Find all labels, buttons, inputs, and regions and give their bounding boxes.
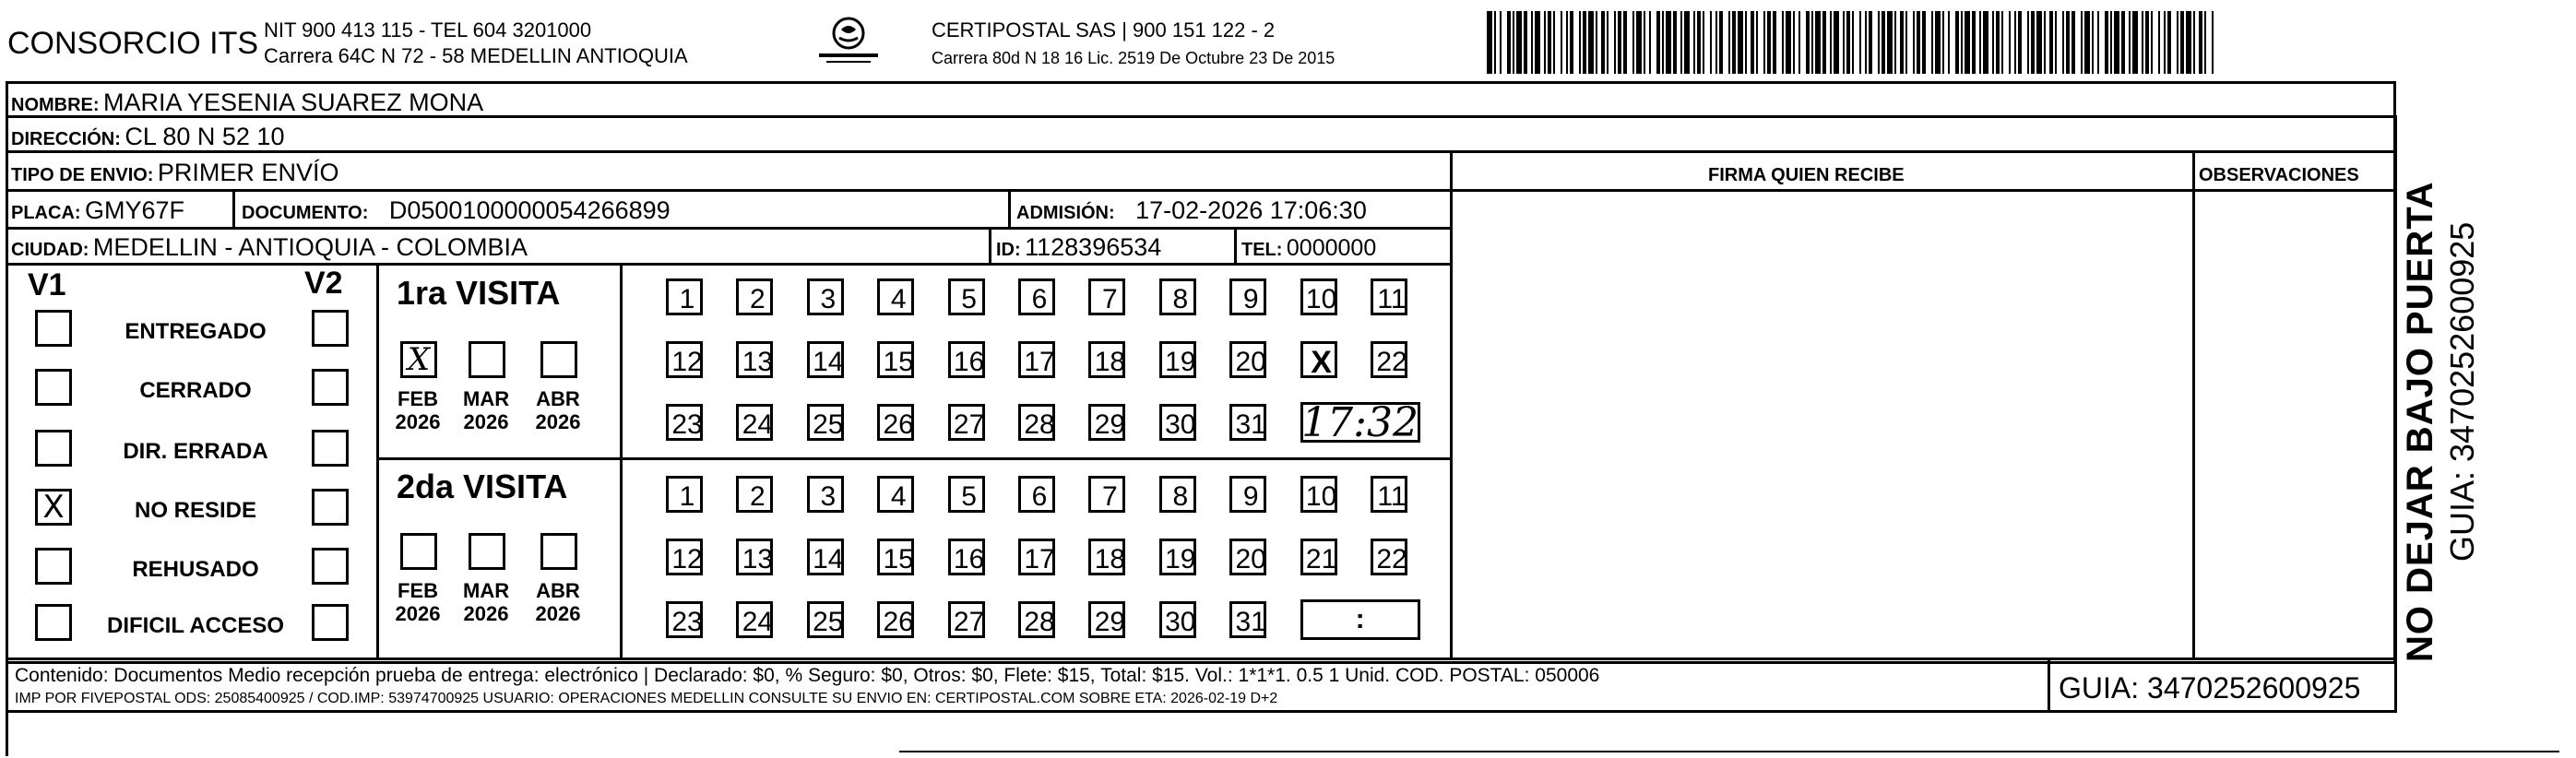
first-visit-month-box-feb[interactable]: [400, 341, 437, 378]
status-label: REHUSADO: [132, 557, 259, 582]
day-number: 20: [1235, 347, 1266, 377]
id-value: 1128396534: [1025, 233, 1162, 261]
day-number: 22: [1376, 347, 1407, 377]
first-visit-day-19[interactable]: [1159, 341, 1196, 378]
day-number: 20: [1235, 544, 1266, 574]
first-visit-month-box-mar[interactable]: [469, 341, 505, 378]
day-number: 5: [961, 284, 977, 314]
second-visit-day-31[interactable]: [1229, 601, 1266, 638]
first-visit-day-5[interactable]: [948, 278, 985, 315]
v2-label: V2: [304, 266, 343, 301]
tel-value: 0000000: [1286, 235, 1377, 261]
first-visit-day-14[interactable]: [807, 341, 844, 378]
first-visit-day-26[interactable]: [877, 404, 914, 441]
second-visit-day-7[interactable]: [1088, 476, 1125, 513]
form-frame: [6, 81, 2396, 664]
first-visit-time: 17:32: [1301, 398, 1419, 446]
day-number: 14: [813, 347, 844, 377]
placa-value: GMY67F: [85, 196, 185, 224]
second-visit-month-box-feb[interactable]: [400, 533, 437, 570]
first-visit-day-2[interactable]: [736, 278, 773, 315]
documento-label: DOCUMENTO:: [242, 203, 369, 223]
month-name: FEB: [398, 579, 438, 602]
v2-checkbox-1[interactable]: [312, 369, 349, 406]
first-visit-day-23[interactable]: [666, 404, 703, 441]
first-visit-day-3[interactable]: [807, 278, 844, 315]
tipo-envio-label: TIPO DE ENVIO:: [11, 165, 154, 185]
second-visit-day-16[interactable]: [948, 539, 985, 575]
ciudad-label: CIUDAD:: [11, 240, 89, 260]
month-name: FEB: [398, 387, 438, 410]
second-visit-day-27[interactable]: [948, 601, 985, 638]
first-visit-month-label: [395, 387, 441, 434]
v1-checkbox-1[interactable]: [35, 369, 72, 406]
day-number: 10: [1305, 481, 1337, 512]
second-visit-day-11[interactable]: [1371, 476, 1407, 513]
day-number: 2: [750, 481, 766, 512]
v2-checkbox-2[interactable]: [312, 430, 349, 467]
placa-label: PLACA:: [11, 203, 81, 223]
nit-line: NIT 900 413 115 - TEL 604 3201000: [264, 18, 592, 41]
first-visit-day-16[interactable]: [948, 341, 985, 378]
first-visit-day-18[interactable]: [1088, 341, 1125, 378]
day-number: 26: [883, 409, 914, 440]
second-visit-day-3[interactable]: [807, 476, 844, 513]
first-visit-day-6[interactable]: [1018, 278, 1055, 315]
second-visit-day-23[interactable]: [666, 601, 703, 638]
day-number: 4: [890, 284, 907, 314]
day-number: 11: [1377, 481, 1407, 512]
second-visit-day-25[interactable]: [807, 601, 844, 638]
certipostal-logo: [812, 13, 885, 68]
first-month-mark: X: [407, 341, 431, 378]
day-number: 31: [1235, 409, 1266, 440]
first-visit-day-15[interactable]: [877, 341, 914, 378]
day-number: 24: [742, 409, 774, 440]
first-visit-day-20[interactable]: [1229, 341, 1266, 378]
nombre-value: MARIA YESENIA SUAREZ MONA: [103, 89, 484, 116]
second-visit-day-18[interactable]: [1088, 539, 1125, 575]
second-visit-day-29[interactable]: [1088, 601, 1125, 638]
day-number: 30: [1165, 607, 1196, 637]
month-name: ABR: [536, 387, 580, 410]
second-visit-label: 2da VISITA: [397, 468, 568, 505]
day-number: 8: [1172, 284, 1189, 314]
admision-value: 17-02-2026 17:06:30: [1135, 196, 1367, 224]
v1-checkbox-4[interactable]: [35, 548, 72, 585]
day-number: 9: [1242, 481, 1259, 512]
first-visit-day-25[interactable]: [807, 404, 844, 441]
first-visit-day-27[interactable]: [948, 404, 985, 441]
day-number: 6: [1031, 481, 1048, 512]
v1-checkbox-3[interactable]: [35, 489, 72, 526]
first-visit-month-label: [463, 387, 509, 434]
day-number: 18: [1094, 347, 1126, 377]
month-year: 2026: [395, 602, 441, 626]
day-number: 30: [1165, 409, 1196, 440]
first-visit-day-9[interactable]: [1229, 278, 1266, 315]
imp-line: IMP POR FIVEPOSTAL ODS: 25085400925 / COD.IMP: 53974700925 USUARIO: OPERACIONES MEDELLIN CONSULTE SU ENVIO EN: CERTIPOSTAL.COM SOBRE ETA: 2026-02-19 D+2: [15, 691, 1278, 706]
day-number: 11: [1377, 284, 1407, 314]
tipo-envio-value: PRIMER ENVÍO: [157, 159, 339, 186]
second-visit-day-24[interactable]: [736, 601, 773, 638]
day-number: 18: [1094, 544, 1126, 574]
second-visit-month-box-abr[interactable]: [540, 533, 577, 570]
day-number: 21: [1305, 544, 1337, 574]
month-name: ABR: [536, 579, 580, 602]
day-number: 12: [671, 544, 703, 574]
second-visit-month-label: [395, 579, 441, 626]
status-label: DIR. ERRADA: [123, 439, 268, 464]
status-label: CERRADO: [139, 378, 252, 403]
second-visit-day-8[interactable]: [1159, 476, 1196, 513]
day-number: 13: [742, 544, 774, 574]
day-number: 16: [953, 347, 985, 377]
second-visit-day-1[interactable]: [666, 476, 703, 513]
day-number: 27: [953, 409, 985, 440]
day-number: 22: [1376, 544, 1407, 574]
day-number: 5: [961, 481, 977, 512]
first-visit-month-label: [535, 387, 581, 434]
second-visit-time-box[interactable]: [1300, 599, 1420, 640]
month-year: 2026: [463, 410, 509, 434]
v1-check-mark: X: [42, 489, 65, 526]
second-visit-day-19[interactable]: [1159, 539, 1196, 575]
address-line: Carrera 64C N 72 - 58 MEDELLIN ANTIOQUIA: [264, 44, 688, 67]
second-visit-day-14[interactable]: [807, 539, 844, 575]
first-visit-day-7[interactable]: [1088, 278, 1125, 315]
day-number: 23: [671, 409, 703, 440]
second-visit-day-30[interactable]: [1159, 601, 1196, 638]
footer-guia: GUIA: 3470252600925: [2059, 671, 2361, 705]
first-visit-day-28[interactable]: [1018, 404, 1055, 441]
first-visit-day-8[interactable]: [1159, 278, 1196, 315]
v1-checkbox-0[interactable]: [35, 310, 72, 347]
first-visit-day-4[interactable]: [877, 278, 914, 315]
first-visit-day-11[interactable]: [1371, 278, 1407, 315]
day-number: 29: [1094, 409, 1126, 440]
month-year: 2026: [535, 602, 581, 626]
company-name: CONSORCIO ITS: [7, 26, 259, 61]
second-visit-day-20[interactable]: [1229, 539, 1266, 575]
day-number: 14: [813, 544, 844, 574]
day-number: 12: [671, 347, 703, 377]
day-number: 2: [750, 284, 766, 314]
status-label: ENTREGADO: [125, 319, 267, 344]
contenido-line: Contenido: Documentos Medio recepción prueba de entrega: electrónico | Declarado: $0, % Seguro: $0, Otros: $0, Flete: $15, Total: $15. Vol.: 1*1*1. 0.5 1 Unid. COD. POSTAL: 050006: [15, 665, 1600, 686]
second-visit-day-10[interactable]: [1300, 476, 1337, 513]
day-number: 17: [1024, 544, 1055, 574]
day-number: 15: [883, 544, 914, 574]
second-visit-day-13[interactable]: [736, 539, 773, 575]
day-number: 8: [1172, 481, 1189, 512]
first-visit-day-24[interactable]: [736, 404, 773, 441]
side-guia: GUIA: 3470252600925: [2443, 221, 2481, 562]
second-visit-day-6[interactable]: [1018, 476, 1055, 513]
v2-checkbox-4[interactable]: [312, 548, 349, 585]
firma-label: FIRMA QUIEN RECIBE: [1708, 165, 1905, 185]
second-visit-day-21[interactable]: [1300, 539, 1337, 575]
day-number: 28: [1024, 409, 1055, 440]
status-label: NO RESIDE: [134, 498, 257, 523]
side-block: [2402, 87, 2540, 662]
second-visit-day-2[interactable]: [736, 476, 773, 513]
documento-value: D0500100000054266899: [388, 196, 671, 224]
second-visit-day-22[interactable]: [1371, 539, 1407, 575]
v1-label: V1: [28, 267, 66, 302]
day-number: 13: [742, 347, 774, 377]
id-label: ID:: [996, 240, 1021, 260]
barcode: [1487, 11, 2219, 74]
month-name: MAR: [463, 387, 510, 410]
v1-checkbox-5[interactable]: [35, 604, 72, 641]
first-visit-day-10[interactable]: [1300, 278, 1337, 315]
second-visit-day-9[interactable]: [1229, 476, 1266, 513]
month-year: 2026: [395, 410, 441, 434]
month-year: 2026: [463, 602, 509, 626]
direccion-label: DIRECCIÓN:: [11, 129, 121, 149]
second-visit-day-15[interactable]: [877, 539, 914, 575]
first-visit-day-17[interactable]: [1018, 341, 1055, 378]
first-visit-day-22[interactable]: [1371, 341, 1407, 378]
day-number: X: [1311, 344, 1332, 380]
second-visit-day-5[interactable]: [948, 476, 985, 513]
day-number: 15: [883, 347, 914, 377]
ciudad-value: MEDELLIN - ANTIOQUIA - COLOMBIA: [92, 233, 528, 261]
day-number: 3: [820, 481, 837, 512]
day-number: 3: [820, 284, 837, 314]
first-visit-time-box[interactable]: [1300, 398, 1420, 446]
second-visit-day-4[interactable]: [877, 476, 914, 513]
day-number: 26: [883, 607, 914, 637]
second-visit-time: :: [1355, 604, 1365, 634]
courier-line: CERTIPOSTAL SAS | 900 151 122 - 2: [932, 18, 1276, 41]
side-warning: NO DEJAR BAJO PUERTA: [2400, 181, 2440, 662]
day-number: 17: [1024, 347, 1055, 377]
second-visit-month-box-mar[interactable]: [469, 533, 505, 570]
day-number: 7: [1102, 481, 1118, 512]
second-visit-day-26[interactable]: [877, 601, 914, 638]
day-number: 19: [1165, 544, 1196, 574]
tel-label: TEL:: [1241, 240, 1283, 260]
day-number: 29: [1094, 607, 1126, 637]
first-visit-label: 1ra VISITA: [397, 274, 561, 312]
second-visit-month-label: [463, 579, 509, 626]
v1-checkbox-2[interactable]: [35, 430, 72, 467]
first-visit-day-30[interactable]: [1159, 404, 1196, 441]
admision-label: ADMISIÓN:: [1016, 203, 1115, 223]
day-number: 1: [679, 284, 695, 314]
month-year: 2026: [535, 410, 581, 434]
day-number: 24: [742, 607, 774, 637]
month-name: MAR: [463, 579, 510, 602]
day-number: 31: [1235, 607, 1266, 637]
second-visit-day-17[interactable]: [1018, 539, 1055, 575]
direccion-value: CL 80 N 52 10: [125, 123, 285, 150]
courier-license: Carrera 80d N 18 16 Lic. 2519 De Octubre 23 De 2015: [932, 49, 1335, 67]
first-visit-day-31[interactable]: [1229, 404, 1266, 441]
first-visit-day-29[interactable]: [1088, 404, 1125, 441]
first-visit-month-box-abr[interactable]: [540, 341, 577, 378]
day-number: 1: [679, 481, 695, 512]
first-visit-day-1[interactable]: [666, 278, 703, 315]
day-number: 6: [1031, 284, 1048, 314]
day-number: 28: [1024, 607, 1055, 637]
first-visit-day-21[interactable]: [1300, 341, 1337, 378]
day-number: 10: [1305, 284, 1337, 314]
status-label: DIFICIL ACCESO: [106, 613, 284, 638]
day-number: 19: [1165, 347, 1196, 377]
second-visit-month-label: [535, 579, 581, 626]
v2-checkbox-3[interactable]: [312, 489, 349, 526]
nombre-label: NOMBRE:: [11, 95, 100, 115]
first-visit-day-12[interactable]: [666, 341, 703, 378]
day-number: 9: [1242, 284, 1259, 314]
v2-checkbox-5[interactable]: [312, 604, 349, 641]
v2-checkbox-0[interactable]: [312, 310, 349, 347]
day-number: 25: [813, 607, 844, 637]
day-number: 16: [953, 544, 985, 574]
first-visit-day-13[interactable]: [736, 341, 773, 378]
day-number: 23: [671, 607, 703, 637]
second-visit-day-28[interactable]: [1018, 601, 1055, 638]
day-number: 7: [1102, 284, 1118, 314]
day-number: 27: [953, 607, 985, 637]
certipostal-logo-icon: [812, 13, 885, 68]
day-number: 25: [813, 409, 844, 440]
observaciones-label: OBSERVACIONES: [2199, 165, 2359, 185]
day-number: 4: [890, 481, 907, 512]
second-visit-day-12[interactable]: [666, 539, 703, 575]
